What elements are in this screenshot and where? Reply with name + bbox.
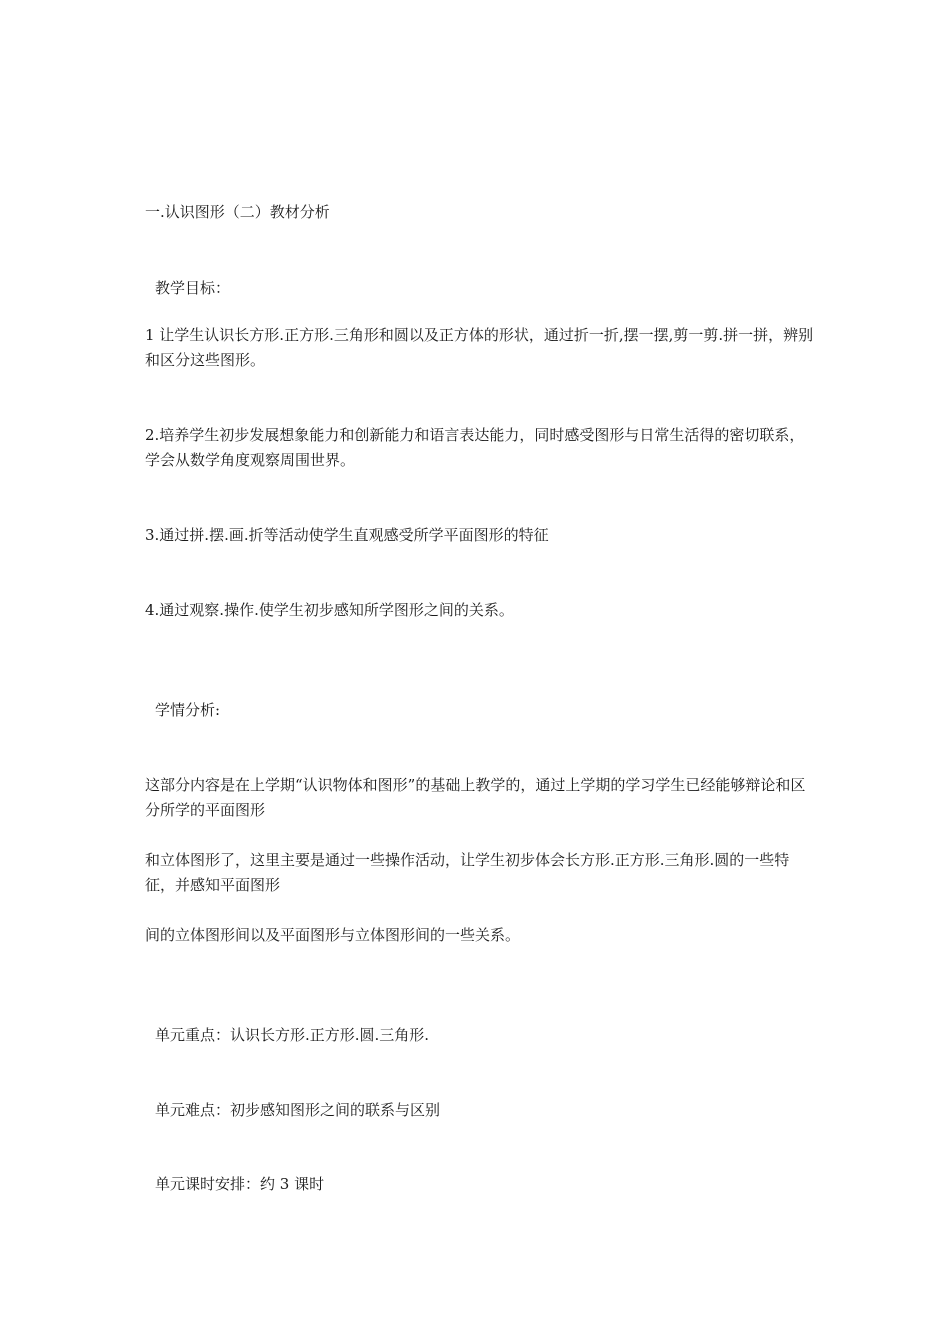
unit-schedule: 单元课时安排：约 3 课时 bbox=[155, 1175, 325, 1193]
analysis-heading: 学情分析: bbox=[155, 701, 221, 719]
unit-difficulty: 单元难点：初步感知图形之间的联系与区别 bbox=[155, 1101, 441, 1119]
document-title: 一.认识图形（二）教材分析 bbox=[145, 203, 330, 221]
goal-item-3: 3.通过拼.摆.画.折等活动使学生直观感受所学平面图形的特征 bbox=[145, 526, 549, 544]
unit-key-point: 单元重点：认识长方形.正方形.圆.三角形. bbox=[155, 1026, 430, 1044]
analysis-paragraph-3: 间的立体图形间以及平面图形与立体图形间的一些关系。 bbox=[145, 926, 521, 944]
goal-item-4: 4.通过观察.操作.使学生初步感知所学图形之间的关系。 bbox=[145, 601, 514, 619]
goals-heading: 教学目标： bbox=[155, 279, 231, 297]
goal-item-2: 2.培养学生初步发展想象能力和创新能力和语言表达能力，同时感受图形与日常生活得的密切联系，学会从数学角度观察周围世界。 bbox=[145, 426, 805, 469]
analysis-paragraph-1: 这部分内容是在上学期“认识物体和图形”的基础上教学的，通过上学期的学习学生已经能够辩论和区分所学的平面图形 bbox=[145, 776, 806, 819]
goal-item-1: 1 让学生认识长方形.正方形.三角形和圆以及正方体的形状，通过折一折,摆一摆,剪一剪.拼一拼，辨别和区分这些图形。 bbox=[145, 326, 814, 369]
analysis-paragraph-2: 和立体图形了，这里主要是通过一些操作活动，让学生初步体会长方形.正方形.三角形.圆的一些特征，并感知平面图形 bbox=[145, 851, 790, 894]
